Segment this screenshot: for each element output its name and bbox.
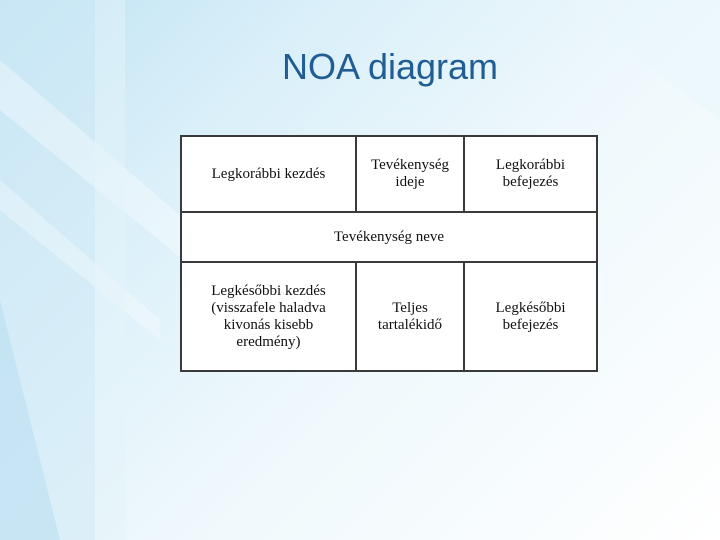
earliest-start-cell: Legkorábbi kezdés	[211, 165, 326, 182]
noa-node-diagram	[180, 135, 598, 372]
row-divider-top	[182, 211, 596, 213]
col-divider-bottom-right	[463, 263, 465, 370]
earliest-finish-cell: Legkorábbi befejezés	[495, 157, 566, 190]
col-divider-top-left	[355, 137, 357, 211]
activity-name-cell: Tevékenység neve	[333, 228, 445, 245]
activity-duration-cell: Tevékenység ideje	[370, 157, 450, 190]
slide-title: NOA diagram	[281, 46, 499, 87]
latest-start-cell: Legkésőbbi kezdés (visszafele haladva kivonás kisebb eredmény)	[211, 282, 326, 350]
latest-finish-cell: Legkésőbbi befejezés	[495, 299, 566, 333]
total-float-cell: Teljes tartalékidő	[377, 299, 443, 333]
col-divider-top-right	[463, 137, 465, 211]
row-divider-bottom	[182, 261, 596, 263]
col-divider-bottom-left	[355, 263, 357, 370]
